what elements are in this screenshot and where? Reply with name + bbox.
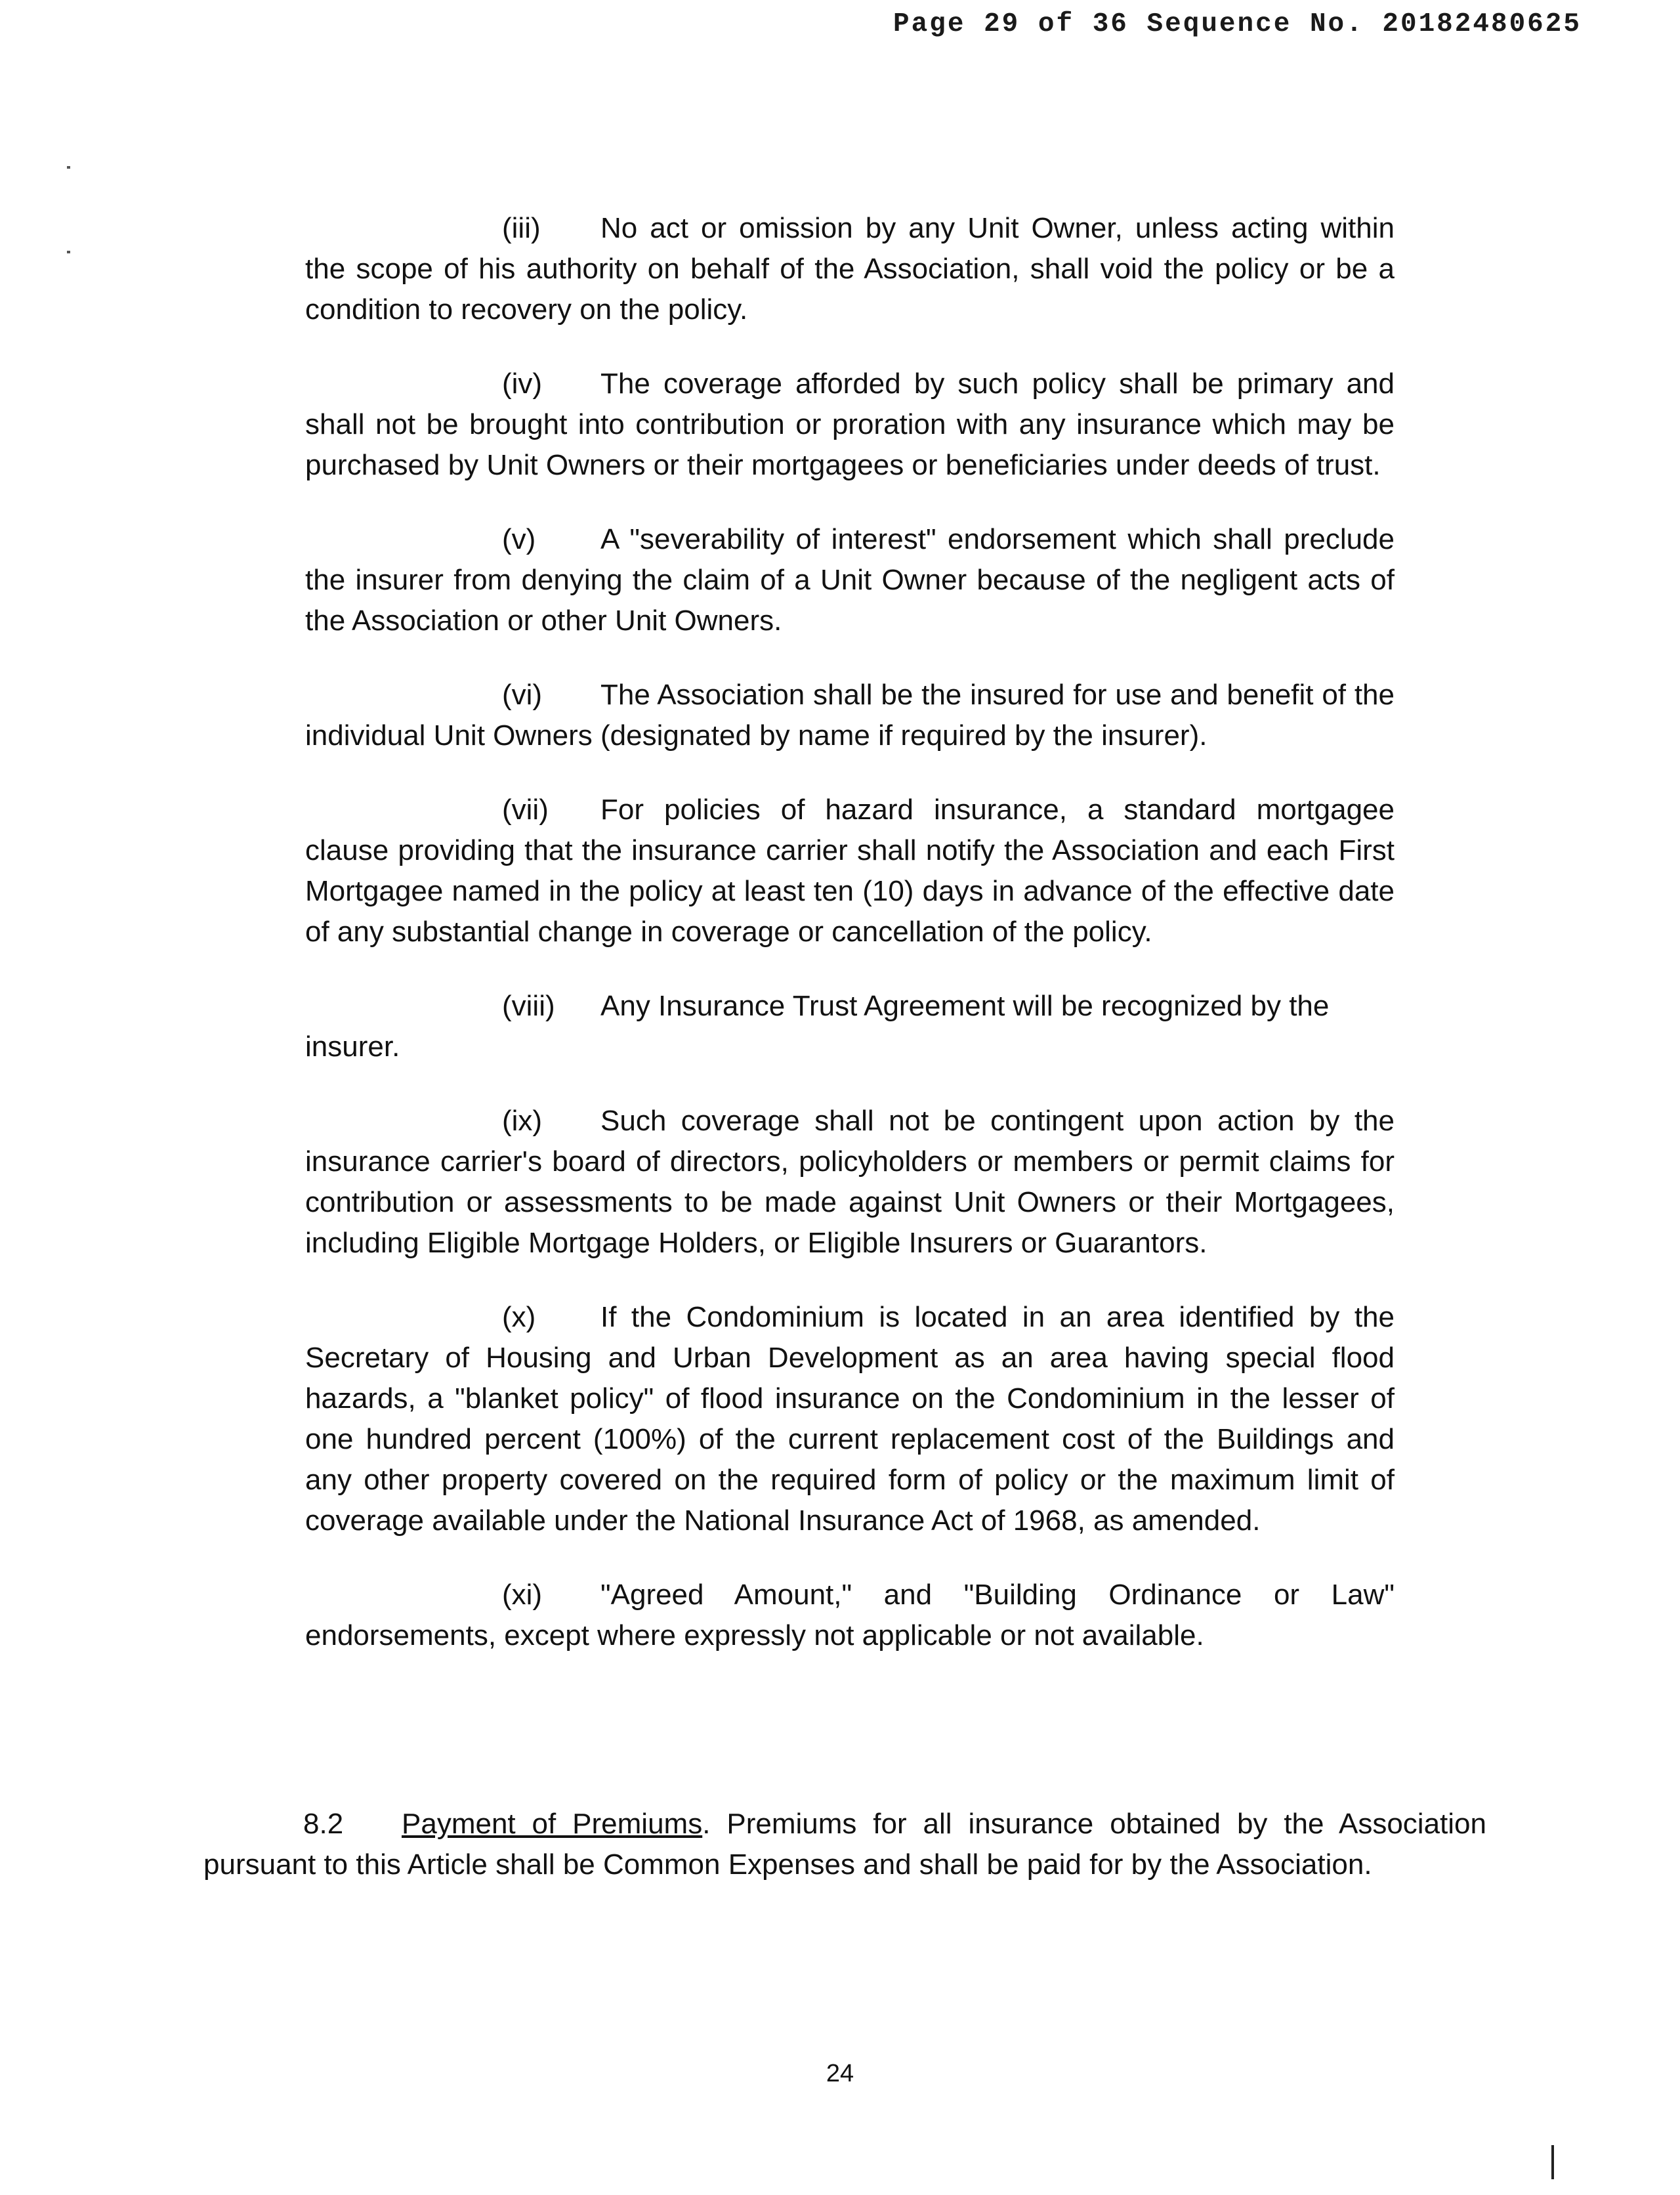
paragraph-vi: [305, 675, 1395, 756]
paragraph-text: If the Condominium is located in an area identified by the Secretary of Housing and Urban Development as an area having special flood hazards, a "blanket policy" of flood insurance on the Condominium in the lesser of one hundred percent (100%) of the current replacement cost of the Buildings and any other property covered on the required form of policy or the maximum limit of coverage available under the National Insurance Act of 1968, as amended.: [305, 1301, 1395, 1537]
section-number: 8.2: [303, 1808, 344, 1840]
paragraph-number: (xi): [502, 1579, 543, 1611]
paragraph-text: Such coverage shall not be contingent upon action by the insurance carrier's board of directors, policyholders or members or permit claims for contribution or assessments to be made against Unit Owners or their Mortgagees, including Eligible Mortgage Holders, or Eligible Insurers or Guarantors.: [305, 1105, 1395, 1259]
paragraph-number: (iii): [502, 212, 541, 244]
paragraph-text: The coverage afforded by such policy shall be primary and shall not be brought into contribution or proration with any insurance which may be purchased by Unit Owners or their mortgagees or beneficiaries under deeds of trust.: [305, 368, 1395, 481]
section-text: . Premiums for all insurance obtained by the Association pursuant to this Article shall be Common Expenses and shall be paid for by the Association.: [203, 1808, 1486, 1881]
paragraph-iii: [305, 208, 1395, 330]
paragraph-number: (x): [502, 1301, 536, 1333]
paragraph-number: (v): [502, 523, 536, 555]
paragraph-ix: [305, 1101, 1395, 1264]
document-body: [305, 208, 1395, 1690]
page-number: 24: [826, 2060, 854, 2087]
scan-mark: [67, 251, 70, 253]
paragraph-text: "Agreed Amount," and "Building Ordinance or Law" endorsements, except where expressly not applicable or not available.: [305, 1579, 1395, 1652]
paragraph-number: (iv): [502, 368, 543, 400]
paragraph-text: No act or omission by any Unit Owner, unless acting within the scope of his authority on behalf of the Association, shall void the policy or be a condition to recovery on the policy.: [305, 212, 1395, 326]
paragraph-vii: [305, 790, 1395, 952]
paragraph-number: (viii): [502, 990, 555, 1022]
paragraph-text: For policies of hazard insurance, a standard mortgagee clause providing that the insurance carrier shall notify the Association and each First Mortgagee named in the policy at least ten (10) days in advance of the effective date of any substantial change in coverage or cancellation of the policy.: [305, 794, 1395, 948]
paragraph-v: [305, 519, 1395, 641]
paragraph-iv: [305, 364, 1395, 486]
section-8-2: [203, 1804, 1486, 1885]
paragraph-xi: [305, 1575, 1395, 1656]
paragraph-text: The Association shall be the insured for use and benefit of the individual Unit Owners (designated by name if required by the insurer).: [305, 679, 1395, 752]
scan-mark: [67, 166, 70, 169]
paragraph-x: [305, 1297, 1395, 1541]
page-header: Page 29 of 36 Sequence No. 20182480625: [893, 9, 1582, 39]
paragraph-number: (vii): [502, 794, 549, 826]
paragraph-continuation: insurer.: [305, 1031, 400, 1063]
paragraph-viii: [305, 986, 1395, 1067]
paragraph-text: Any Insurance Trust Agreement will be recognized by the: [600, 990, 1330, 1022]
scan-mark: [1551, 2145, 1554, 2179]
paragraph-number: (vi): [502, 679, 543, 711]
section-heading: Payment of Premiums: [402, 1808, 703, 1840]
paragraph-text: A "severability of interest" endorsement which shall preclude the insurer from denying the claim of a Unit Owner because of the negligent acts of the Association or other Unit Owners.: [305, 523, 1395, 637]
paragraph-number: (ix): [502, 1105, 543, 1137]
